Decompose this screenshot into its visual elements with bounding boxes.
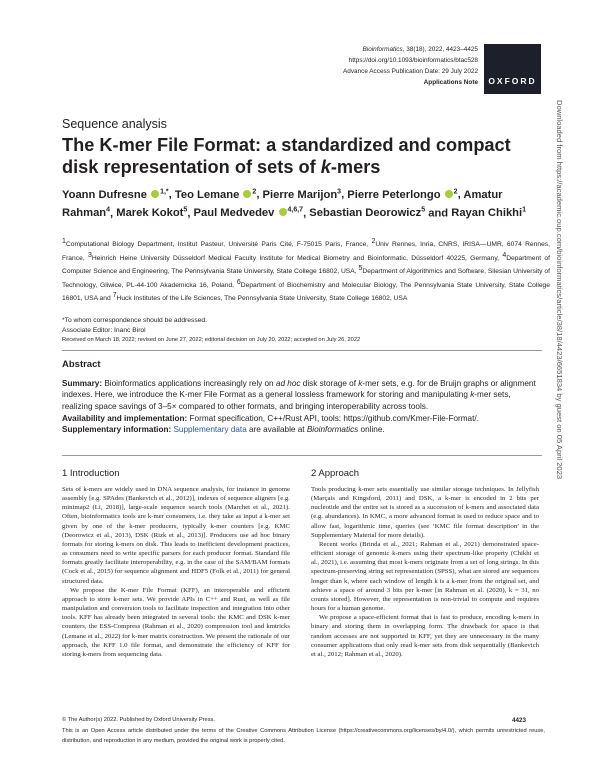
- author-separator: and: [425, 207, 452, 220]
- article-title: The K-mer File Format: a standardized and compact disk representation of sets of k-mers: [62, 135, 511, 177]
- affiliation-text: Computational Biology Department, Institut Pasteur, Université Paris Cité, F-75015 Paris, France,: [65, 241, 372, 249]
- affiliation-number: 7: [112, 292, 117, 300]
- abstract-body: [62, 378, 543, 435]
- affiliation-text: Department of Computer Science and Engineering, The Pennsylvania State University, State College 16802, USA,: [62, 254, 550, 276]
- author-separator: ,: [457, 188, 464, 201]
- approach-paragraph: Recent works (Brinda et al., 2021; Rahman et al., 2021) demonstrated space-efficient storage of genomic k-mers using their spectrum-like property (Chikhi et al., 2021), i.e. assuming that most k-mers originate from a set of long strings. In this spectrum-preserving string set representation (SPSS), what are stored are sequences longer than k, where each window of length k is a k-mer from the original set, and achieve a space of around 3 bits per k-mer [in Rahman et al. (2020), k = 31, no counts stored]. However, the representation is non-trivial to compute and requires hours for a human genome.: [311, 540, 539, 613]
- author-name: Paul Medvedev: [193, 207, 275, 220]
- associate-editor: Associate Editor: Inanc Birol: [62, 327, 146, 334]
- approach-paragraph: Tools producing k-mer sets essentially use similar storage techniques. In Jellyfish (Marçais and Kingsford, 2011) and DSK, a k-mer is encoded in 2 bits per nucleotide and the entire set is stored as a succession of k-mers and associated data (e.g. abundances). In KMC, a more advanced format is used to reduce space and to allow fast, logarithmic time, queries (see ‘KMC file format description’ in the Supplementary Material for more details).: [311, 486, 539, 539]
- orcid-icon[interactable]: [445, 190, 453, 198]
- orcid-icon[interactable]: [279, 208, 287, 216]
- affiliations: [62, 237, 550, 305]
- author-name: Amatur Rahman: [62, 188, 503, 220]
- received-dates: Received on March 18, 2022; revised on June 27, 2022; editorial decision on July 20, 2022; accepted on July 26, 2022: [62, 337, 361, 343]
- author-name: Yoann Dufresne: [62, 188, 147, 201]
- author-name: Teo Lemane: [174, 188, 240, 201]
- affiliation-number: 6: [236, 278, 241, 286]
- introduction-paragraph: We propose the K-mer File Format (KFF), an interoperable and efficient approach to store k-mer sets. We provide APIs in C++ and Rust, as well as file manipulation and conversion tools to facilitate inspection and integration into other tools. KFF has already been integrated in several tools: the KMC and DSK k-mer counters, the ESS-Compress (Rahman et al., 2020) compression tool and kmtricks (Lemane et al., 2022) for k-mer matrix construction. We present the rationale of our approach, the KFF 1.0 file format, and demonstrate the efficiency of KFF for storing k-mers from sequencing data.: [62, 586, 290, 658]
- author[interactable]: [309, 207, 425, 219]
- author-separator: ,: [303, 207, 310, 220]
- affiliation-text: Univ Rennes, Inria, CNRS, IRISA—UMR, 6074 Rennes, France,: [62, 241, 550, 262]
- author-separator: ,: [168, 188, 175, 201]
- affiliation-number: 3: [87, 251, 92, 259]
- author[interactable]: [451, 207, 526, 219]
- author[interactable]: [263, 189, 342, 201]
- affiliation-number: 5: [358, 265, 363, 273]
- article-type: Applications Note: [423, 79, 478, 86]
- download-watermark: Downloaded from https://academic.oup.com/bioinformatics/article/38/18/4423/6651834 by guest on 05 April 2023: [555, 100, 564, 480]
- supplementary-link[interactable]: Supplementary data: [173, 425, 247, 435]
- author-separator: ,: [187, 207, 194, 220]
- affiliation-number: 2: [371, 238, 376, 245]
- oxford-logo[interactable]: OXFORD: [484, 44, 541, 94]
- abstract-supplementary: Supplementary information: Supplementary data are available at Bioinformatics online.: [62, 425, 385, 435]
- section-label: Sequence analysis: [62, 117, 167, 131]
- affiliation-text: Heinrich Heine University Düsseldorf Medical Faculty Institute for Medical Biometry and Bioinformatic, Düsseldorf 40225, Germany,: [91, 254, 503, 262]
- affiliation-text: Department of Biochemistry and Molecular Biology, The Pennsylvania State University, State College 16801, USA and: [62, 281, 550, 303]
- author[interactable]: [347, 189, 457, 201]
- introduction-heading: 1 Introduction: [62, 468, 120, 479]
- author[interactable]: [175, 189, 256, 201]
- author[interactable]: [194, 207, 304, 219]
- affiliation-number: 4: [502, 251, 507, 259]
- affiliation-text: Huck Institutes of the Life Sciences, The Pennsylvania State University, State College 16802, USA: [116, 295, 408, 303]
- abstract-summary: Summary: Bioinformatics applications increasingly rely on ad hoc disk storage of k-mer sets, e.g. for de Bruijn graphs or alignment indexes. Here, we introduce the K-mer File Format as a general lossless framework for storing and manipulating k-mer sets, realizing space savings of 3–5× compared to other formats, and bringing interoperability across tools.: [62, 379, 536, 411]
- affiliation-text: Department of Algorithmics and Software, Silesian University of Technology, Gliwice, PL-44-100 Akademicka 16, Poland,: [62, 268, 550, 289]
- correspondence-note: *To whom correspondence should be addressed.: [62, 317, 207, 324]
- author-affiliation-number: 3: [337, 188, 342, 195]
- doi-link[interactable]: https://doi.org/10.1093/bioinformatics/btac528: [348, 57, 478, 64]
- author-name: Marek Kokot: [116, 207, 184, 220]
- author-affiliation-number: 5: [421, 206, 426, 214]
- author-list: [62, 184, 552, 221]
- author-affiliation-number: 2: [453, 188, 458, 195]
- footer-copyright: © The Author(s) 2022. Published by Oxford University Press.: [62, 717, 215, 723]
- approach-heading: 2 Approach: [311, 468, 360, 479]
- author-name: Rayan Chikhi: [451, 207, 523, 220]
- author-affiliation-number: 1: [522, 206, 527, 214]
- correspondence-block: [62, 316, 207, 336]
- author-name: Sebastian Deorowicz: [309, 207, 422, 220]
- author[interactable]: [62, 189, 169, 201]
- author-affiliation-number: 1,*: [160, 188, 169, 195]
- abstract-heading: Abstract: [62, 359, 101, 370]
- journal-meta: [218, 44, 478, 88]
- author-affiliation-number: 2: [252, 188, 257, 195]
- approach-column: [311, 468, 539, 659]
- introduction-paragraph: Sets of k-mers are widely used in DNA sequence analysis, for instance in genome assembly [e.g. SPAdes (Bankevich et al., 2012)], indexes of sequence aligners [e.g. minimap2 (Li, 2018)], large-scale sequence search tools (Marchet et al., 2021). Often, bioinformatics tools are k-mer consumers, i.e. they take as input a k-mer set given by one of the k-mer producers, typically k-mer counters [e.g. KMC (Deorowicz et al., 2013), DSK (Rizk et al., 2013)]. Producers use ad hoc binary formats for storing k-mers on disk. This leads to inefficient development practices, as consumers need to write specific parsers for each producer format. Standard file formats greatly facilitate interoperability, e.g. in the case of the SAM/BAM formats (Cock et al., 2015) for sequence alignment and HDF5 (Folk et al., 2011) for general structured data.: [62, 486, 290, 585]
- license-text: This is an Open Access article distributed under the terms of the Creative Commons Attribution License (https://creativecommons.org/licenses/by/4.0/), which permits unrestricted reuse, distribution, and reproduction in any medium, provided the original work is properly cited.: [62, 728, 545, 744]
- author-affiliation-number: 4: [106, 206, 111, 214]
- author-separator: ,: [110, 207, 117, 220]
- introduction-column: [62, 468, 290, 659]
- author-separator: ,: [341, 188, 348, 201]
- author-affiliation-number: 5: [183, 206, 188, 214]
- author-name: Pierre Peterlongo: [347, 188, 441, 201]
- advance-access-date: Advance Access Publication Date: 29 July 2022: [343, 68, 478, 75]
- approach-paragraph: We propose a space-efficient format that is fast to produce, encoding k-mers in binary and storing them in overlapping form. The drawback for space is that random accesses are not supported in KFF, yet they are unnecessary in the many consumer applications that only read k-mer sets from disk sequentially (Bankevich et al., 2012; Rahman et al., 2020).: [311, 614, 539, 658]
- journal-citation: Bioinformatics, 38(18), 2022, 4423–4425: [362, 46, 478, 53]
- page-number: 4423: [512, 717, 527, 724]
- divider-top: [62, 350, 542, 351]
- author-separator: ,: [256, 188, 263, 201]
- abstract-availability: Availability and implementation: Format specification, C++/Rust API, tools: https://github.com/Kmer-File-Format/.: [62, 413, 479, 423]
- affiliation-number: 1: [62, 238, 66, 245]
- author-name: Pierre Marijon: [262, 188, 338, 201]
- orcid-icon[interactable]: [243, 190, 251, 198]
- author[interactable]: [116, 207, 187, 219]
- divider-bottom: [62, 455, 542, 456]
- author-affiliation-number: 4,6,7: [287, 206, 304, 214]
- orcid-icon[interactable]: [151, 190, 159, 198]
